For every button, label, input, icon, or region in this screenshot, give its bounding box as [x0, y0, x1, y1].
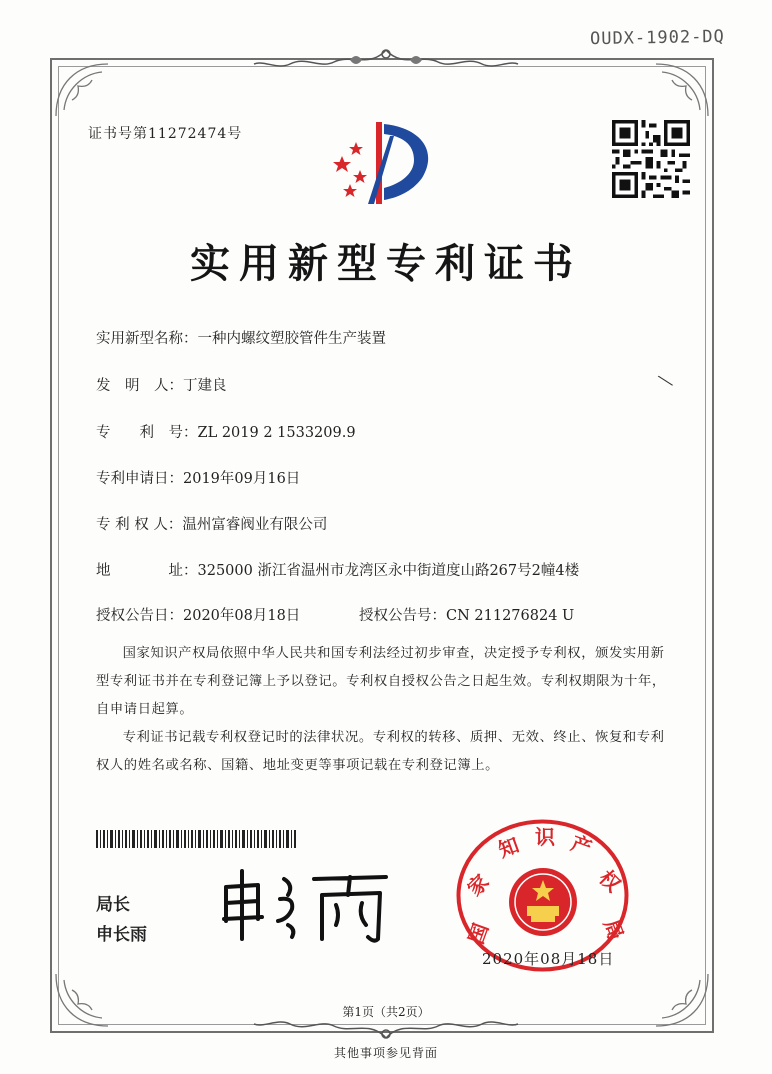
field-label: 专 利 号：	[96, 425, 198, 441]
field-address	[96, 559, 579, 580]
corner-ornament-top-right	[652, 60, 712, 120]
field-value: 2019年09月16日	[183, 471, 301, 487]
field-grant	[96, 604, 574, 625]
field-utility-model-name	[96, 327, 386, 348]
field-value: 325000 浙江省温州市龙湾区永中街道度山路267号2幢4楼	[197, 563, 580, 579]
corner-ornament-bottom-right	[652, 970, 712, 1030]
barcode	[96, 830, 296, 848]
field-value: 丁建良	[183, 378, 227, 394]
svg-text:产: 产	[567, 830, 595, 861]
qr-code	[612, 120, 690, 198]
signatory-name: 申长雨	[96, 925, 147, 945]
svg-text:局: 局	[598, 916, 629, 944]
field-application-date	[96, 467, 300, 488]
certificate-title: 实用新型专利证书	[190, 241, 582, 287]
corner-ornament-top-left	[52, 60, 112, 120]
top-ornament	[250, 46, 522, 72]
grant-date-value: 2020年08月18日	[183, 608, 301, 624]
svg-text:国: 国	[463, 920, 494, 948]
field-label: 地 址：	[96, 563, 198, 579]
stray-mark: ╲	[658, 373, 674, 390]
footer-note: 其他事项参见背面	[333, 1046, 438, 1060]
field-value: 一种内螺纹塑胶管件生产装置	[197, 331, 386, 347]
field-value: ZL 2019 2 1533209.9	[197, 425, 356, 441]
page-number: 第1页（共2页）	[342, 1005, 430, 1019]
signatory-role: 局长	[96, 895, 130, 915]
bottom-ornament	[250, 1018, 522, 1042]
svg-text:家: 家	[462, 869, 494, 901]
svg-text:知: 知	[495, 832, 523, 863]
cnipa-logo-icon	[330, 112, 440, 210]
grant-date-label: 授权公告日：	[96, 608, 183, 624]
svg-text:识: 识	[535, 825, 555, 849]
grant-number-label: 授权公告号：	[359, 608, 446, 624]
certificate-number: 证书号第11272474号	[88, 126, 243, 142]
legal-text	[96, 640, 666, 780]
svg-text:权: 权	[594, 865, 626, 897]
field-value: 温州富睿阀业有限公司	[182, 517, 328, 533]
grant-number-value: CN 211276824 U	[446, 608, 575, 624]
signature	[218, 865, 398, 945]
field-label: 专利申请日：	[96, 471, 183, 487]
seal-date: 2020年08月18日	[482, 950, 615, 968]
field-patent-number	[96, 421, 356, 442]
handwritten-note: OUDX-1902-DQ	[589, 26, 725, 50]
field-label: 实用新型名称：	[96, 331, 198, 347]
corner-ornament-bottom-left	[52, 970, 112, 1030]
field-label: 发 明 人：	[96, 378, 183, 394]
field-inventor	[96, 374, 227, 395]
field-patentee	[96, 513, 327, 534]
field-label: 专 利 权 人：	[96, 517, 183, 533]
legal-paragraph: 专利证书记载专利权登记时的法律状况。专利权的转移、质押、无效、终止、恢复和专利权人的姓名或名称、国籍、地址变更等事项记载在专利登记簿上。	[96, 730, 665, 773]
legal-paragraph: 国家知识产权局依照中华人民共和国专利法经过初步审查，决定授予专利权，颁发实用新型专利证书并在专利登记簿上予以登记。专利权自授权公告之日起生效。专利权期限为十年，自申请日起算。	[96, 646, 666, 717]
